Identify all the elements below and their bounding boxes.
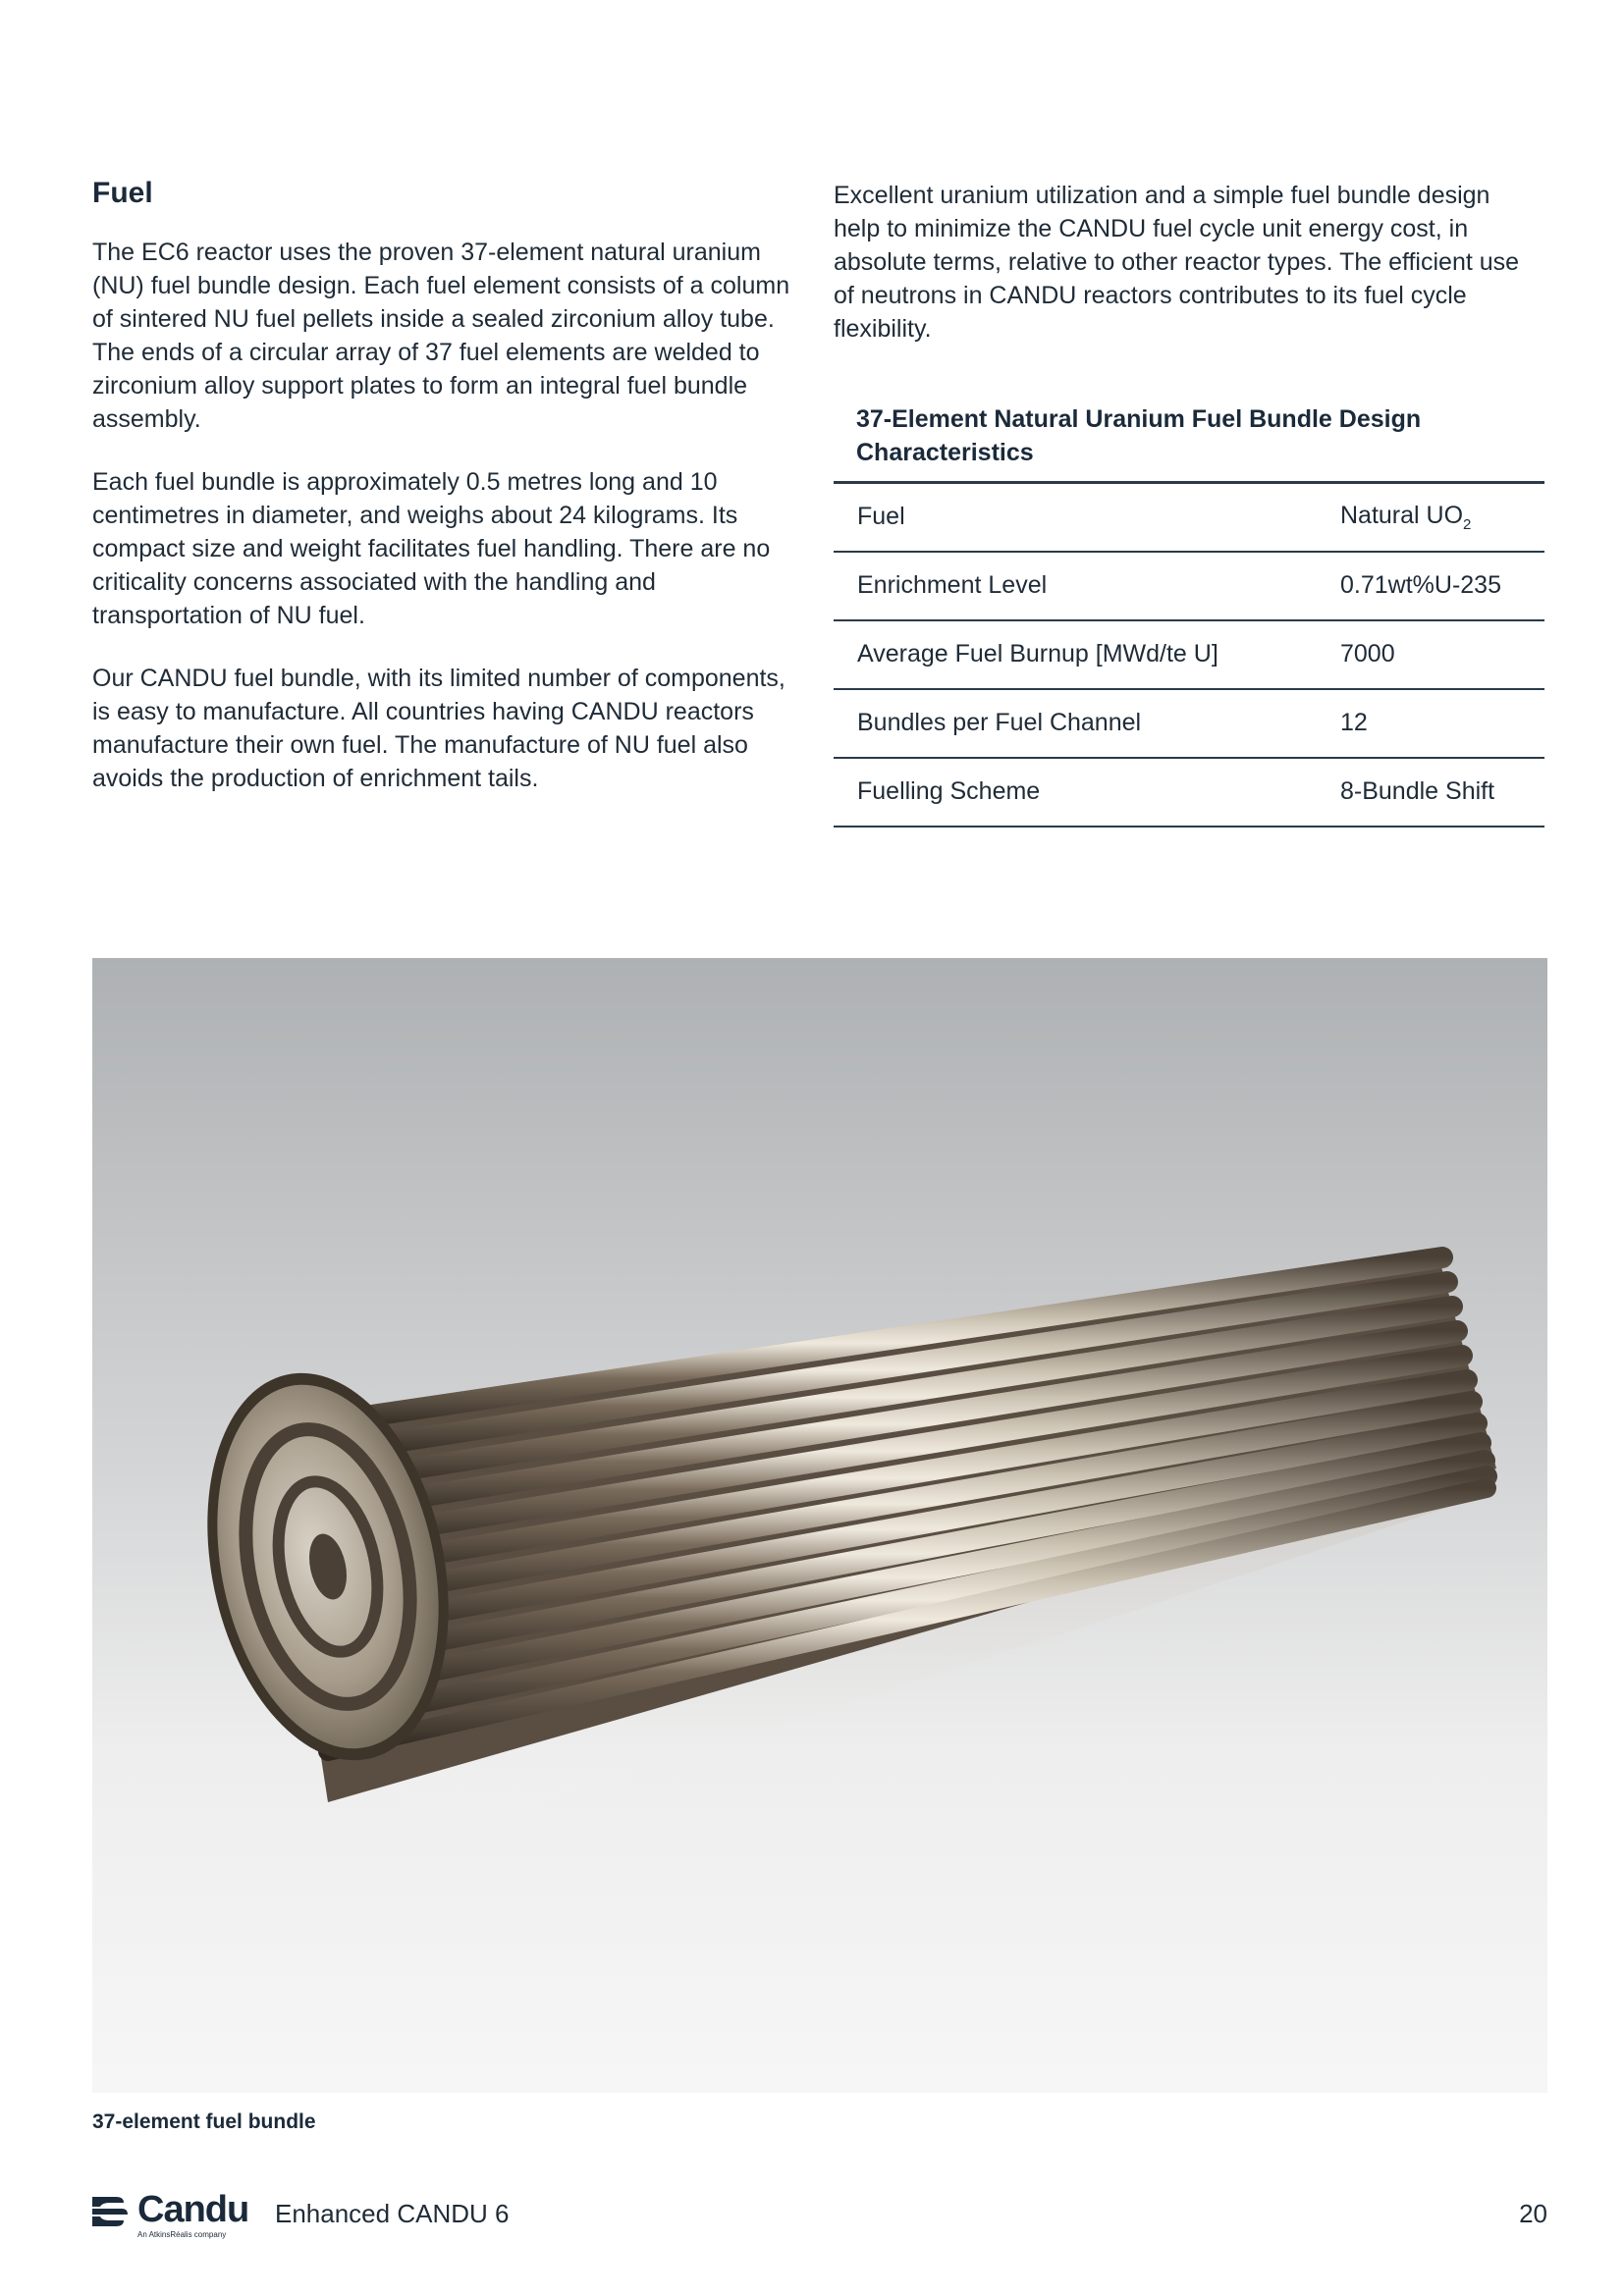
page-number: 20 xyxy=(1519,2199,1547,2228)
row-label: Bundles per Fuel Channel xyxy=(857,709,1142,736)
row-value: 7000 xyxy=(1340,640,1395,667)
table-row xyxy=(834,620,1544,689)
figure-caption: 37-element fuel bundle xyxy=(92,2110,316,2133)
paragraph-bundle-size: Each fuel bundle is approximately 0.5 metres long and 10 centimetres in diameter, and weighs about 24 kilograms. Its compact size and weight facilitates fuel handling. There are no criticality concerns associated with the handling and transportation of NU fuel. xyxy=(92,468,771,629)
logo-wordmark: Candu xyxy=(137,2189,249,2230)
characteristics-table xyxy=(834,481,1544,828)
document-title: Enhanced CANDU 6 xyxy=(275,2199,510,2228)
row-label: Enrichment Level xyxy=(857,571,1048,599)
row-label: Fuelling Scheme xyxy=(857,777,1041,805)
row-value: Natural $UO_2$ xyxy=(1340,501,1472,533)
candu-logo xyxy=(92,2189,259,2239)
row-value: 8-Bundle Shift xyxy=(1340,777,1495,805)
row-label: Average Fuel Burnup [MWd/te U] xyxy=(857,640,1218,667)
row-value: 12 xyxy=(1340,709,1368,736)
right-column xyxy=(834,179,1533,375)
table-title: 37-Element Natural Uranium Fuel Bundle Design Characteristics xyxy=(856,405,1422,466)
table-row xyxy=(834,689,1544,758)
table-row xyxy=(834,483,1544,552)
paragraph-fuel-design: The EC6 reactor uses the proven 37-element natural uranium (NU) fuel bundle design. Each fuel element consists of a column of sintered NU fuel pellets inside a sealed zirconium alloy tube. The ends of a circular array of 37 fuel elements are welded to zirconium alloy support plates to form an integral fuel bundle assembly. xyxy=(92,239,790,433)
table-row xyxy=(834,758,1544,827)
paragraph-uranium-utilization: Excellent uranium utilization and a simple fuel bundle design help to minimize the CANDU fuel cycle unit energy cost, in absolute terms, relative to other reactor types. The efficient use of neutrons in CANDU reactors contributes to its fuel cycle flexibility. xyxy=(834,182,1520,343)
candu-logo-icon xyxy=(92,2195,130,2228)
fuel-bundle-photo xyxy=(92,958,1547,2093)
row-label: Fuel xyxy=(857,503,905,531)
logo-tagline: An AtkinsRéalis company xyxy=(137,2230,227,2239)
section-heading: Fuel xyxy=(92,177,153,209)
left-column xyxy=(92,236,807,825)
row-value: 0.71wt%U-235 xyxy=(1340,571,1501,599)
paragraph-manufacture: Our CANDU fuel bundle, with its limited number of components, is easy to manufacture. All countries having CANDU reactors manufacture their own fuel. The manufacture of NU fuel also avoids the production of enrichment tails. xyxy=(92,665,785,792)
table-row xyxy=(834,552,1544,620)
